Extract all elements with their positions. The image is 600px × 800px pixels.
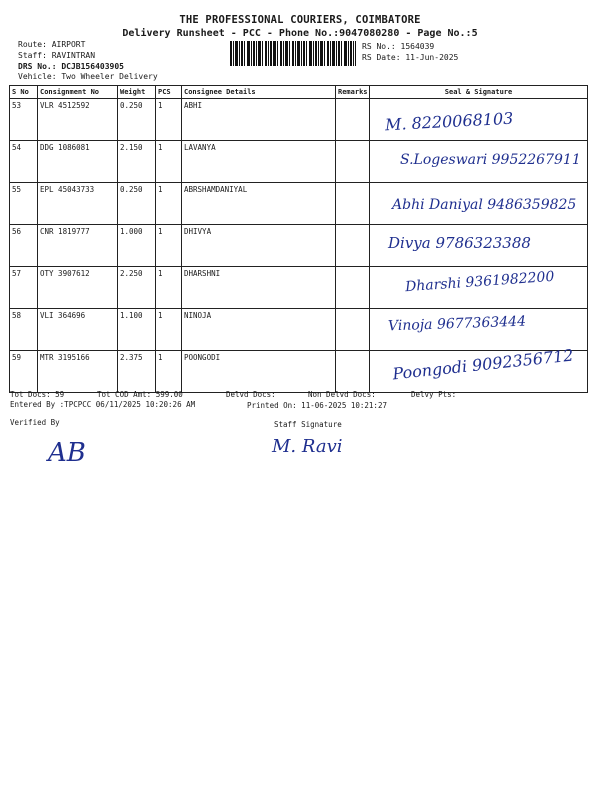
col-header-weight: Weight bbox=[118, 86, 156, 99]
page-title: THE PROFESSIONAL COURIERS, COIMBATORE bbox=[179, 14, 421, 26]
total-docs: Tot Docs: 59 bbox=[10, 390, 65, 399]
weight-cell: 2.150 bbox=[118, 141, 156, 183]
consignment-cell: VLR 4512592 bbox=[38, 99, 118, 141]
verifier-signature: AB bbox=[48, 438, 86, 468]
barcode-image bbox=[230, 41, 356, 66]
pcs-cell: 1 bbox=[156, 225, 182, 267]
col-header-pcs: PCS bbox=[156, 86, 182, 99]
rs-date: RS Date: 11-Jun-2025 bbox=[362, 53, 459, 62]
consignment-cell: VLI 364696 bbox=[38, 309, 118, 351]
runsheet-subtitle: Delivery Runsheet - PCC - Phone No.:9047080280 - Page No.:5 bbox=[122, 28, 478, 39]
sno-cell: 55 bbox=[10, 183, 38, 225]
handwritten-signature: M. 8220068103 bbox=[384, 108, 514, 135]
remarks-cell bbox=[336, 351, 370, 393]
remarks-cell bbox=[336, 267, 370, 309]
pcs-cell: 1 bbox=[156, 267, 182, 309]
rs-number: RS No.: 1564039 bbox=[362, 42, 435, 51]
drs-number: DRS No.: DCJB156403905 bbox=[18, 62, 124, 71]
consignee-cell: DHARSHNI bbox=[182, 267, 336, 309]
consignee-cell: ABHI bbox=[182, 99, 336, 141]
printed-on: Printed On: 11-06-2025 10:21:27 bbox=[247, 401, 387, 410]
entered-by: Entered By :TPCPCC 06/11/2025 10:20:26 AM bbox=[10, 400, 196, 409]
weight-cell: 0.250 bbox=[118, 183, 156, 225]
pcs-cell: 1 bbox=[156, 183, 182, 225]
handwritten-signature: Abhi Daniyal 9486359825 bbox=[392, 197, 577, 213]
sno-cell: 56 bbox=[10, 225, 38, 267]
sno-cell: 58 bbox=[10, 309, 38, 351]
delivered-docs: Delvd Docs: bbox=[226, 390, 276, 399]
consignment-cell: EPL 45043733 bbox=[38, 183, 118, 225]
consignee-cell: POONGODI bbox=[182, 351, 336, 393]
handwritten-signature: S.Logeswari 9952267911 bbox=[400, 152, 581, 168]
col-header-consignee: Consignee Details bbox=[182, 86, 336, 99]
remarks-cell bbox=[336, 309, 370, 351]
pcs-cell: 1 bbox=[156, 351, 182, 393]
handwritten-signature: Divya 9786323388 bbox=[388, 234, 531, 252]
col-header-seal-signature: Seal & Signature bbox=[370, 86, 588, 99]
weight-cell: 0.250 bbox=[118, 99, 156, 141]
consignee-cell: DHIVYA bbox=[182, 225, 336, 267]
sno-cell: 59 bbox=[10, 351, 38, 393]
sno-cell: 54 bbox=[10, 141, 38, 183]
non-delivered-docs: Non Delvd Docs: bbox=[308, 390, 376, 399]
remarks-cell bbox=[336, 141, 370, 183]
sno-cell: 53 bbox=[10, 99, 38, 141]
weight-cell: 1.100 bbox=[118, 309, 156, 351]
staff-handwritten-signature: M. Ravi bbox=[272, 436, 343, 457]
col-header-remarks: Remarks bbox=[336, 86, 370, 99]
vehicle-label: Vehicle: Two Wheeler Delivery bbox=[18, 72, 158, 81]
weight-cell: 2.250 bbox=[118, 267, 156, 309]
pcs-cell: 1 bbox=[156, 141, 182, 183]
total-cod-amount: Tot COD Amt: 599.00 bbox=[97, 390, 183, 399]
table-header-row bbox=[10, 86, 588, 99]
sno-cell: 57 bbox=[10, 267, 38, 309]
col-header-consignment: Consignment No bbox=[38, 86, 118, 99]
handwritten-signature: Poongodi 9092356712 bbox=[391, 345, 575, 384]
weight-cell: 1.000 bbox=[118, 225, 156, 267]
weight-cell: 2.375 bbox=[118, 351, 156, 393]
consignment-cell: OTY 3907612 bbox=[38, 267, 118, 309]
pcs-cell: 1 bbox=[156, 99, 182, 141]
consignment-cell: DDG 1086081 bbox=[38, 141, 118, 183]
remarks-cell bbox=[336, 99, 370, 141]
staff-label: Staff: RAVINTRAN bbox=[18, 51, 96, 60]
handwritten-signature: Vinoja 9677363444 bbox=[387, 313, 527, 335]
staff-signature-label: Staff Signature bbox=[274, 420, 342, 429]
route-label: Route: AIRPORT bbox=[18, 40, 86, 49]
consignment-cell: CNR 1819777 bbox=[38, 225, 118, 267]
handwritten-signature: Dharshi 9361982200 bbox=[404, 268, 555, 296]
consignment-cell: MTR 3195166 bbox=[38, 351, 118, 393]
col-header-sno: S No bbox=[10, 86, 38, 99]
pcs-cell: 1 bbox=[156, 309, 182, 351]
remarks-cell bbox=[336, 183, 370, 225]
remarks-cell bbox=[336, 225, 370, 267]
delivery-points: Delvy Pts: bbox=[411, 390, 457, 399]
consignee-cell: LAVANYA bbox=[182, 141, 336, 183]
verified-by-label: Verified By bbox=[10, 418, 60, 427]
consignee-cell: ABRSHAMDANIYAL bbox=[182, 183, 336, 225]
consignee-cell: NINOJA bbox=[182, 309, 336, 351]
